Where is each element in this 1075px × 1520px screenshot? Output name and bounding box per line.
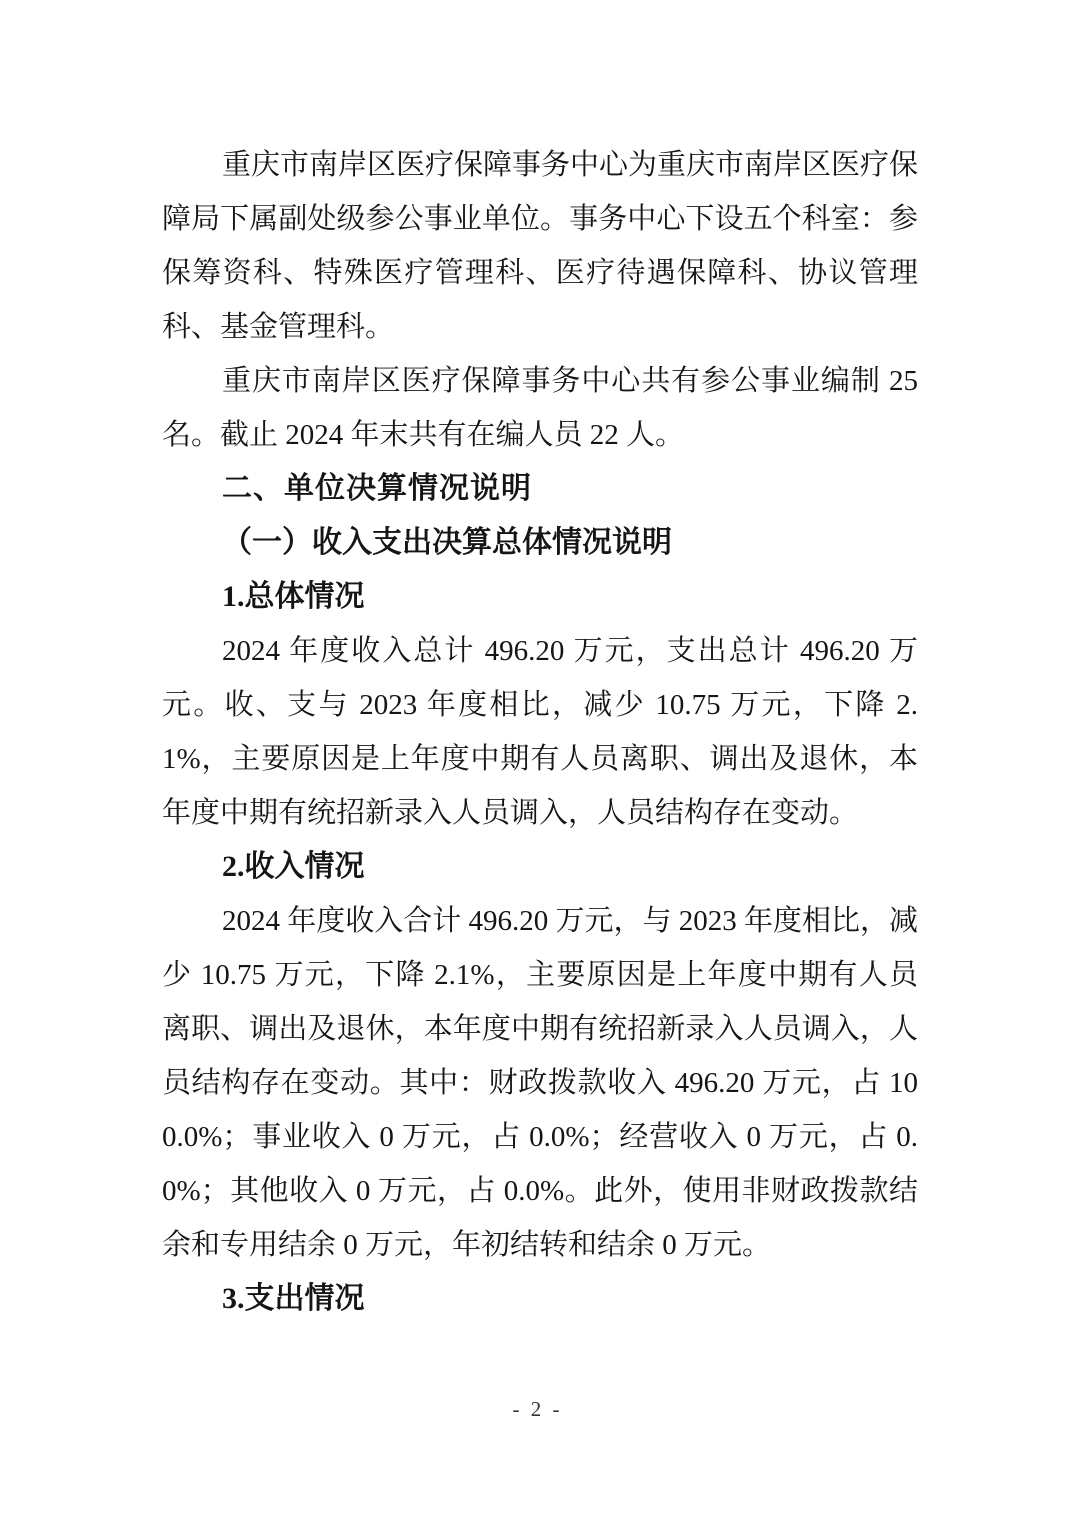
subsection-heading-income-expenditure-overview: （一）收入支出决算总体情况说明 [222,526,672,559]
page-number: - 2 - [512,1397,563,1421]
paragraph-staffing: 重庆市南岸区医疗保障事务中心共有参公事业编制 25 名。截止 2024 年末共有在编人员 22 人。 [162,365,918,451]
section-heading-unit-final-accounts: 二、单位决算情况说明 [222,472,532,505]
item-heading-overall-situation: 1.总体情况 [222,580,365,613]
paragraph-org-intro: 重庆市南岸区医疗保障事务中心为重庆市南岸区医疗保障局下属副处级参公事业单位。事务中心下设五个科室：参保筹资科、特殊医疗管理科、医疗待遇保障科、协议管理科、基金管理科。 [162,149,919,343]
item-heading-expenditure-situation: 3.支出情况 [222,1282,365,1315]
paragraph-income-situation: 2024 年度收入合计 496.20 万元，与 2023 年度相比，减少 10.75 万元，下降 2.1%，主要原因是上年度中期有人员离职、调出及退休，本年度中期有统招新录入人员调入，人员结构存在变动。其中：财政拨款收入 496.20 万元，占 100.0%；事业收入 0 万元，占 0.0%；经营收入 0 万元，占 0.0%；其他收入 0 万元，占 0.0%。此外，使用非财政拨款结余和专用结余 0 万元，年初结转和结余 0 万元。 [162,905,919,1261]
document-body [162,138,918,1326]
item-heading-income-situation: 2.收入情况 [222,850,365,883]
paragraph-overall-situation: 2024 年度收入总计 496.20 万元，支出总计 496.20 万元。收、支与 2023 年度相比，减少 10.75 万元，下降 2.1%，主要原因是上年度中期有人员离职、调出及退休，本年度中期有统招新录入人员调入，人员结构存在变动。 [162,635,918,829]
